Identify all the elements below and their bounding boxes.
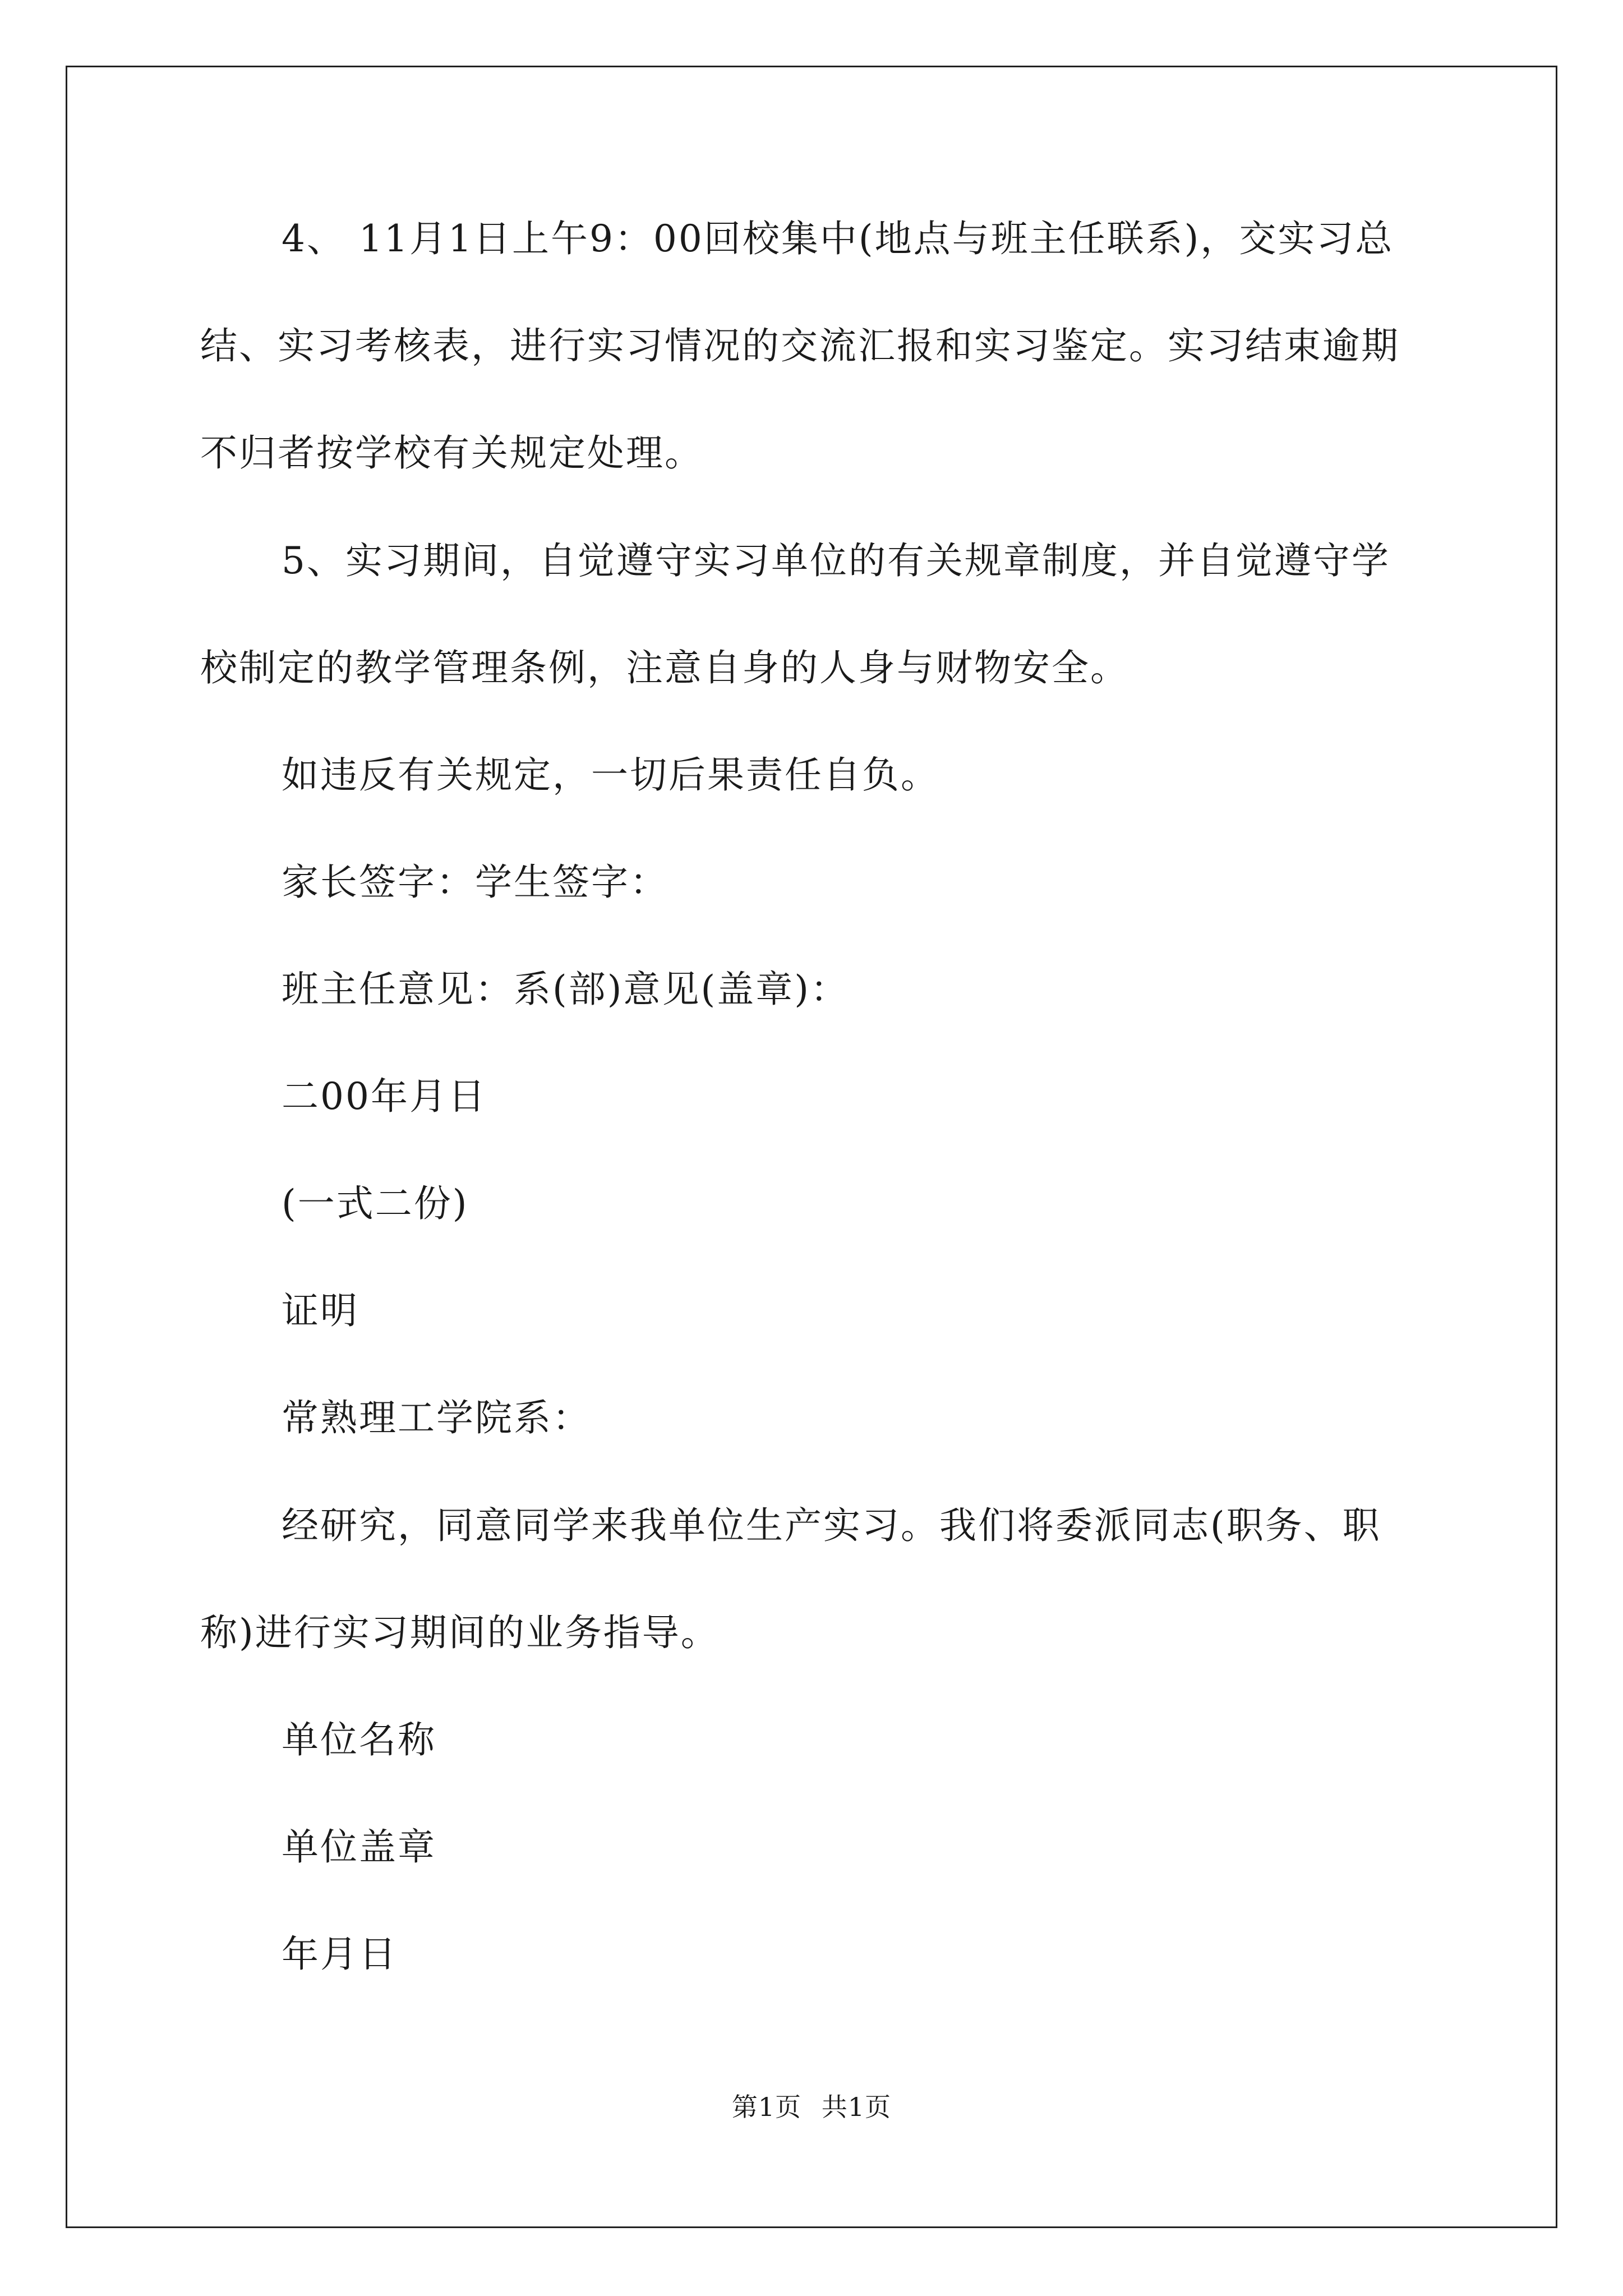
paragraph-copies: (一式二份) <box>282 1182 469 1225</box>
paragraph-date: 二00年月日 <box>282 1075 487 1118</box>
certificate-title: 证明 <box>282 1289 359 1332</box>
paragraph-certificate-body: 经研究，同意同学来我单位生产实习。我们将委派同志(职务、职称)进行实习期间的业务指导。 <box>200 1504 1381 1654</box>
paragraph-addressee: 常熟理工学院系： <box>282 1396 591 1439</box>
document-body <box>200 209 1428 2032</box>
page-number: 第1页 <box>731 2092 802 2122</box>
paragraph-consequences: 如违反有关规定，一切后果责任自负。 <box>282 753 939 797</box>
paragraph-opinions: 班主任意见：系(部)意见(盖章)： <box>282 968 849 1011</box>
paragraph-cert-date: 年月日 <box>282 1932 398 1976</box>
paragraph-internship-rules: 5、实习期间，自觉遵守实习单位的有关规章制度，并自觉遵守学校制定的教学管理条例，注意自身的人身与财物安全。 <box>200 539 1390 689</box>
paragraph-unit-seal: 单位盖章 <box>282 1825 436 1869</box>
paragraph-signatures: 家长签字：学生签字： <box>282 861 668 904</box>
page-total: 共1页 <box>821 2092 892 2122</box>
paragraph-unit-name: 单位名称 <box>282 1718 436 1761</box>
page-footer <box>0 2087 1623 2124</box>
paragraph-return-to-school: 4、 11月1日上午9：00回校集中(地点与班主任联系)，交实习总结、实习考核表，进行实习情况的交流汇报和实习鉴定。实习结束逾期不归者按学校有关规定处理。 <box>200 217 1400 475</box>
